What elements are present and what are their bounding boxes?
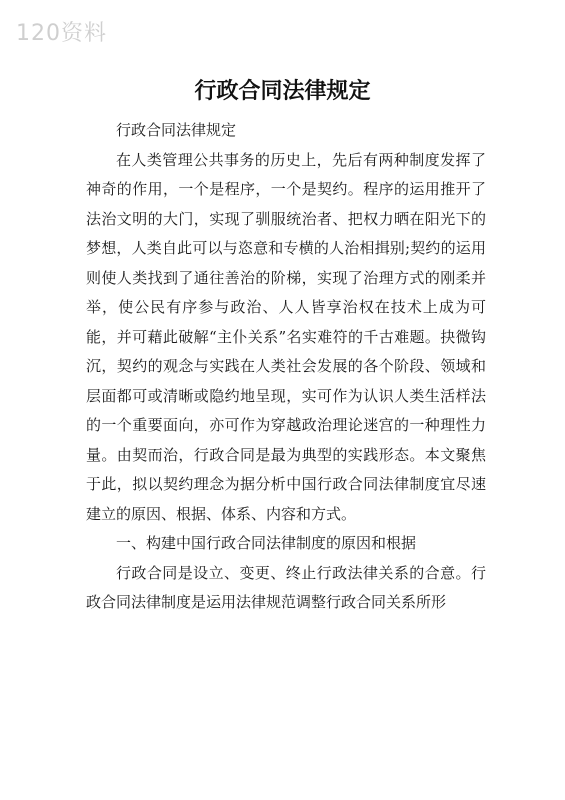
- watermark-text: 120资料: [16, 21, 107, 46]
- body-paragraph: 在人类管理公共事务的历史上，先后有两种制度发挥了神奇的作用，一个是程序，一个是契约。程序的运用推开了法治文明的大门，实现了驯服统治者、把权力晒在阳光下的梦想，人类自此可以与恣意和专横的人治相揖别;契约的运用则使人类找到了通往善治的阶梯，实现了治理方式的刚柔并举，使公民有序参与政治、人人皆享治权在技术上成为可能，并可藉此破解“主仆关系”名实难符的千古难题。抉微钩沉，契约的观念与实践在人类社会发展的各个阶段、领域和层面都可或清晰或隐约地呈现，实可作为认识人类生活样法的一个重要面向，亦可作为穿越政治理论迷宫的一种理性力量。由契而治，行政合同是最为典型的实践形态。本文聚焦于此，拟以契约理念为据分析中国行政合同法律制度宜尽速建立的原因、根据、体系、内容和方式。: [86, 150, 486, 523]
- section-heading: 一、构建中国行政合同法律制度的原因和根据: [116, 534, 417, 552]
- document-subtitle: 行政合同法律规定: [116, 121, 237, 139]
- document-body: [86, 116, 486, 618]
- section-paragraph: 行政合同是设立、变更、终止行政法律关系的合意。行政合同法律制度是运用法律规范调整行政合同关系所形: [86, 563, 486, 611]
- document-title: 行政合同法律规定: [194, 79, 371, 104]
